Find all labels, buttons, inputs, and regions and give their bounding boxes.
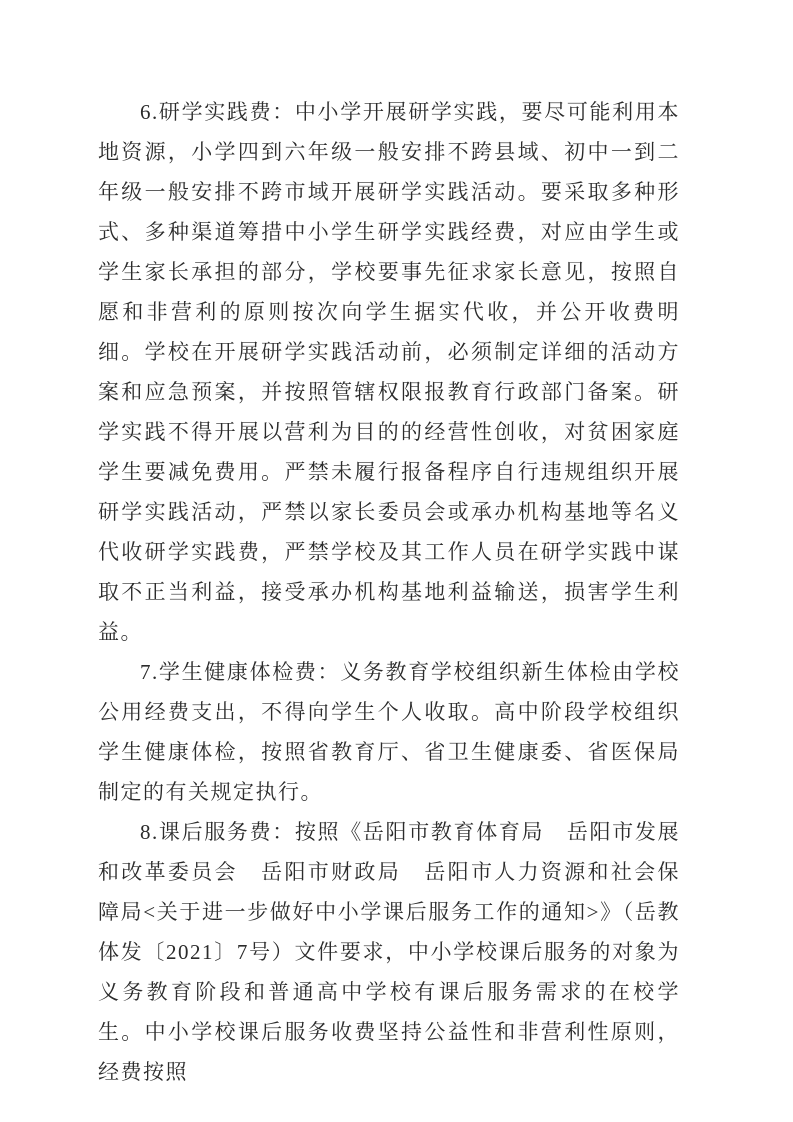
paragraph-student-health-checkup-fee: 7.学生健康体检费：义务教育学校组织新生体检由学校公用经费支出，不得向学生个人收取。高中阶段学校组织学生健康体检，按照省教育厅、省卫生健康委、省医保局制定的有关规定执行。 — [98, 660, 680, 804]
document-text-block — [98, 92, 680, 1092]
paragraph-after-school-service-fee: 8.课后服务费：按照《岳阳市教育体育局 岳阳市发展和改革委员会 岳阳市财政局 岳阳市人力资源和社会保障局<关于进一步做好中小学课后服务工作的通知>》（岳教体发〔2021〕7号）文件要求，中小学校课后服务的对象为义务教育阶段和普通高中学校有课后服务需求的在校学生。中小学校课后服务收费坚持公益性和非营利性原则，经费按照 — [98, 820, 680, 1084]
paragraph-study-practice-fee: 6.研学实践费：中小学开展研学实践，要尽可能利用本地资源，小学四到六年级一般安排不跨县域、初中一到二年级一般安排不跨市域开展研学实践活动。要采取多种形式、多种渠道筹措中小学生研学实践经费，对应由学生或学生家长承担的部分，学校要事先征求家长意见，按照自愿和非营利的原则按次向学生据实代收，并公开收费明细。学校在开展研学实践活动前，必须制定详细的活动方案和应急预案，并按照管辖权限报教育行政部门备案。研学实践不得开展以营利为目的的经营性创收，对贫困家庭学生要减免费用。严禁未履行报备程序自行违规组织开展研学实践活动，严禁以家长委员会或承办机构基地等名义代收研学实践费，严禁学校及其工作人员在研学实践中谋取不正当利益，接受承办机构基地利益输送，损害学生利益。 — [98, 100, 680, 644]
